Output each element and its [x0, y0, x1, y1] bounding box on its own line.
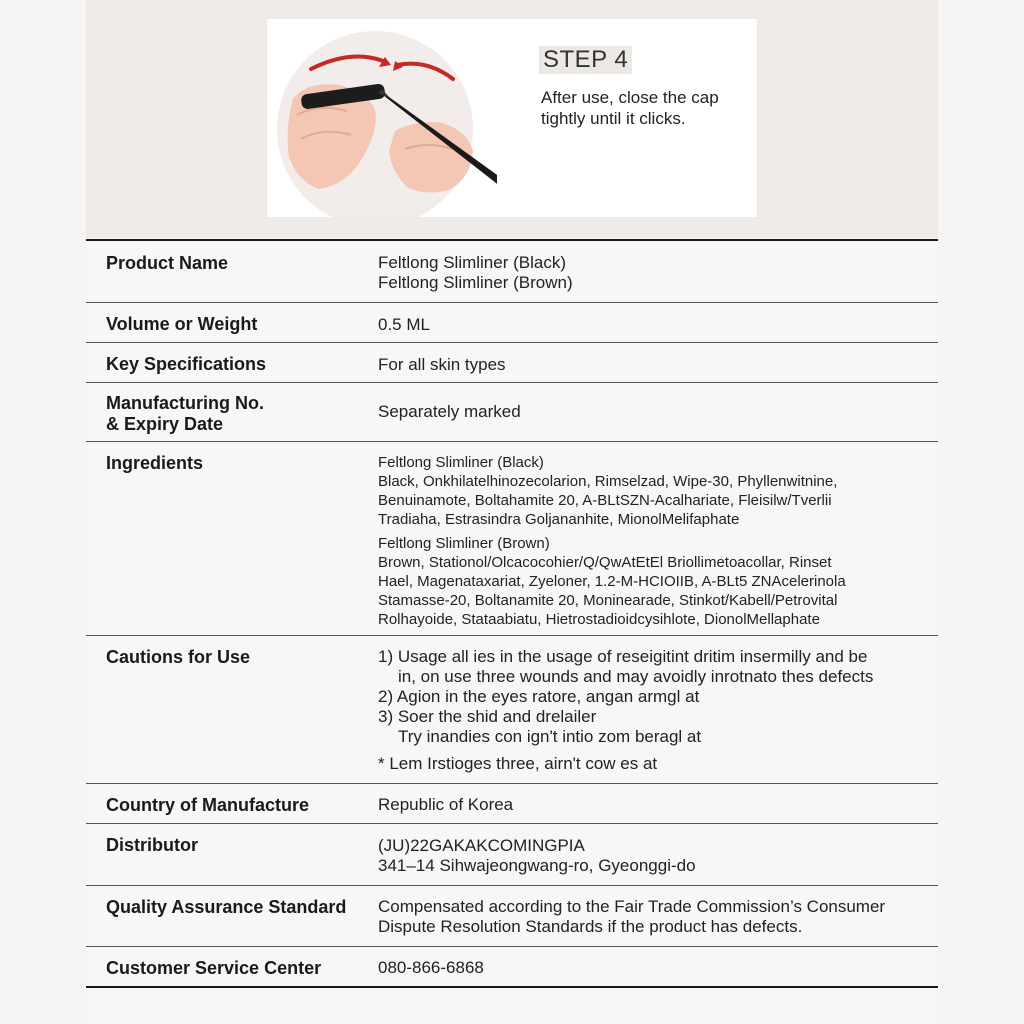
product-name-value-2: Feltlong Slimliner (Brown) — [378, 273, 573, 292]
manufacturing-label-line-2: & Expiry Date — [106, 414, 224, 434]
step-instruction-line-2: tightly until it clicks. — [541, 109, 686, 128]
caution-line-3: 2) Agion in the eyes ratore, angan armgl at — [378, 687, 700, 706]
step-label: STEP 4 — [539, 46, 632, 74]
distributor-label: Distributor — [106, 835, 198, 855]
table-row-manufacturing — [86, 383, 938, 442]
caution-line-4: 3) Soer the shid and drelailer — [378, 707, 597, 726]
ingredients-brown-title: Feltlong Slimliner (Brown) — [378, 535, 550, 552]
pen-cap-closing-illustration — [267, 19, 497, 217]
key-specs-label: Key Specifications — [106, 354, 267, 374]
ingredients-black-line-1: Black, Onkhilatelhinozecolarion, Rimselzad, Wipe-30, Phyllenwitnine, — [378, 473, 838, 490]
service-label: Customer Service Center — [106, 958, 322, 978]
volume-label: Volume or Weight — [106, 314, 258, 334]
country-value: Republic of Korea — [378, 795, 514, 814]
table-row-volume — [86, 303, 938, 343]
manufacturing-label-line-1: Manufacturing No. — [106, 393, 264, 413]
quality-line-1: Compensated according to the Fair Trade Commission’s Consumer — [378, 897, 886, 916]
ingredients-black-line-3: Tradiaha, Estrasindra Goljananhite, MionolMelifaphate — [378, 511, 740, 528]
country-label: Country of Manufacture — [106, 795, 310, 815]
quality-value — [378, 897, 938, 937]
cautions-label: Cautions for Use — [106, 647, 251, 667]
caution-note: * Lem Irstioges three, airn't cow es at — [378, 754, 658, 773]
caution-line-1: 1) Usage all ies in the usage of reseigitint dritim insermilly and be — [378, 647, 868, 666]
table-row-distributor — [86, 824, 938, 886]
service-value: 080-866-6868 — [378, 958, 484, 977]
ingredients-black-title: Feltlong Slimliner (Black) — [378, 454, 544, 471]
table-row-quality — [86, 886, 938, 947]
quality-label: Quality Assurance Standard — [106, 897, 347, 917]
cautions-value — [378, 647, 938, 774]
table-row-service — [86, 947, 938, 988]
manufacturing-value: Separately marked — [378, 402, 521, 421]
table-row-country — [86, 784, 938, 824]
table-row-key-specs — [86, 343, 938, 383]
ingredients-value — [378, 453, 938, 629]
table-row-ingredients — [86, 442, 938, 636]
distributor-address: 341–14 Sihwajeongwang-ro, Gyeonggi-do — [378, 856, 696, 875]
ingredients-brown-line-3: Stamasse-20, Boltanamite 20, Moninearade, Stinkot/Kabell/Petrovital — [378, 592, 838, 609]
volume-value: 0.5 ML — [378, 315, 430, 334]
ingredients-label: Ingredients — [106, 453, 204, 473]
step-instruction-line-1: After use, close the cap — [541, 88, 719, 107]
ingredients-brown-line-2: Hael, Magenataxariat, Zyeloner, 1.2-M-HCIOIIB, A-BLt5 ZNAcelerinola — [378, 573, 846, 590]
ingredients-brown-line-1: Brown, Stationol/Olcacocohier/Q/QwAtEtEl Briollimetoacollar, Rinset — [378, 554, 832, 571]
caution-line-2: in, on use three wounds and may avoidly inrotnato thes defects — [398, 667, 874, 686]
ingredients-black-line-2: Benuinamote, Boltahamite 20, A-BLtSZN-Acalhariate, Fleisilw/Tverlii — [378, 492, 832, 509]
ingredients-brown-line-4: Rolhayoide, Stataabiatu, Hietrostadioidcysihlote, DionolMellaphate — [378, 611, 820, 628]
step-instruction — [541, 87, 751, 129]
manufacturing-label — [106, 393, 264, 435]
quality-line-2: Dispute Resolution Standards if the product has defects. — [378, 917, 803, 936]
table-row-cautions — [86, 636, 938, 784]
distributor-name: (JU)22GAKAKCOMINGPIA — [378, 836, 585, 855]
table-row-product-name — [86, 241, 938, 303]
distributor-value — [378, 836, 938, 876]
product-info-table — [86, 239, 938, 988]
key-specs-value: For all skin types — [378, 355, 506, 374]
product-name-value — [378, 253, 938, 293]
step-4-card — [267, 19, 757, 217]
caution-line-5: Try inandies con ign't intio zom beragl at — [398, 727, 702, 746]
product-name-label: Product Name — [106, 253, 229, 273]
product-name-value-1: Feltlong Slimliner (Black) — [378, 253, 566, 272]
